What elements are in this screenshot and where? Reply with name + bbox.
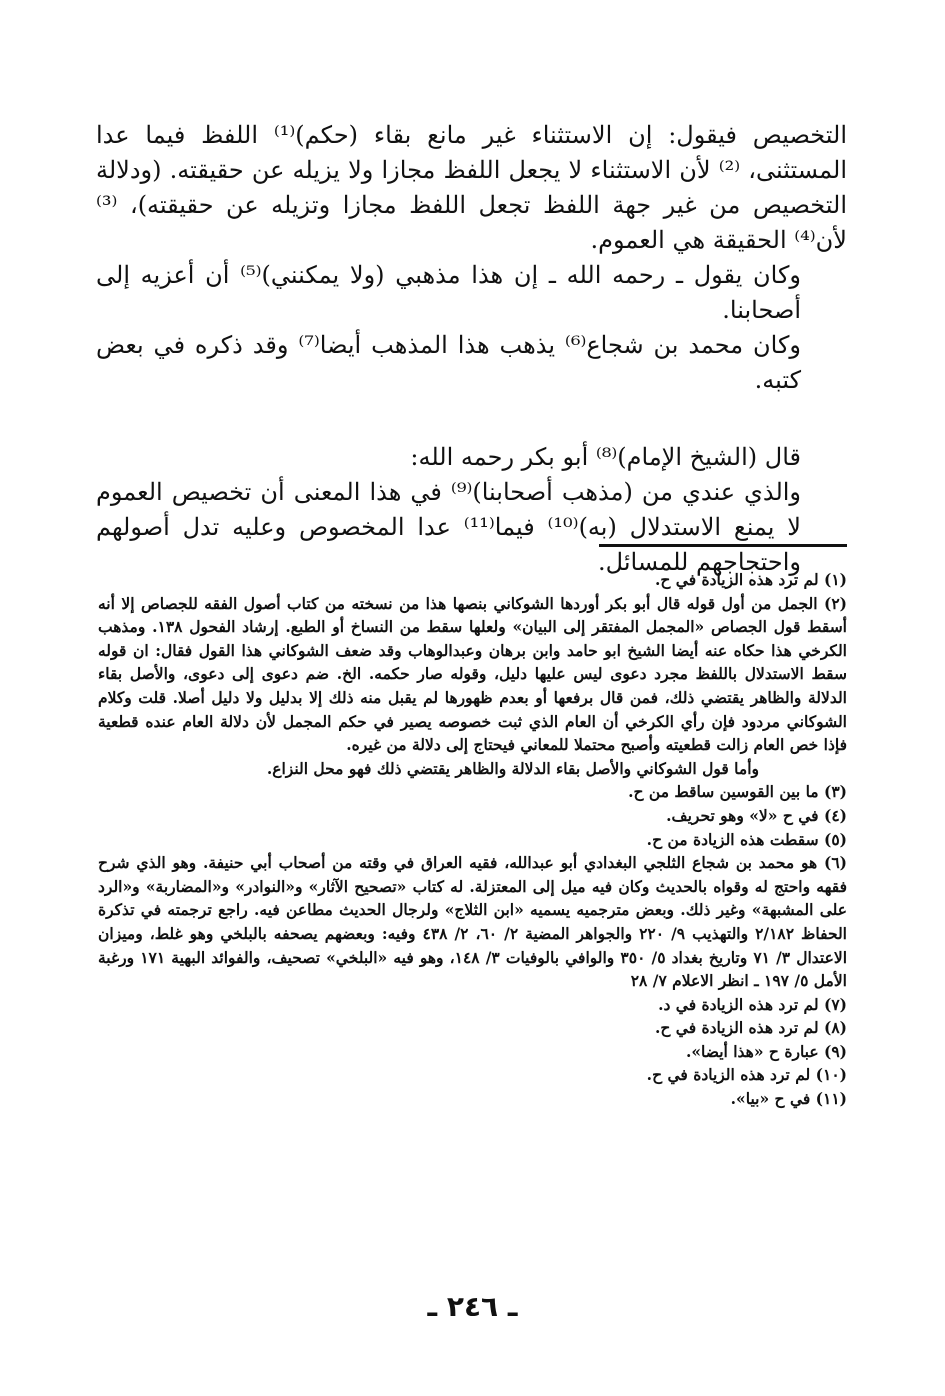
footnote-9: (٩) عبارة ح «هذا أيضا». (685, 1041, 847, 1061)
footnote-separator (599, 544, 847, 547)
footnote-3: (٣) ما بين القوسين ساقط من ح. (628, 782, 847, 802)
paragraph-2: وكان يقول ـ رحمه الله ـ إن هذا مذهبي (ولا يمكنني)⁽⁵⁾ أن أعزيه إلى أصحابنا. (96, 261, 801, 324)
footnote-2: (٢) الجمل من أول قوله قال أبو بكر أوردها الشوكاني بنصها هذا من نسخته من كتاب أصول الفقه للجصاص إلا أنه أسقط قول الجصاص «المجمل المفتقر إلى البيان» ولعلها سقط من النساخ أو الطبع. إرشاد الفحول ١٣٨. ومذهب الكرخي هذا حكاه عنه أيضا الشيخ ابو حامد وابن برهان وعبدالوهاب وقد ضعف الشوكاني هذا القول فقال: ان قوله سقط الاستدلال باللفظ مجرد دعوى ليس عليها دليل، وقوله صار حكمه. الخ. ضم دعوى إلى دعوى، والأصل بقاء الدلالة والظاهر يقتضي ذلك، فمن قال برفعها أو بعدم ظهورها لم يقبل منه ذلك إلا بدليل ولا دليل أصلا. قلت وكلام الشوكاني مردود فإن رأي الكرخي أن العام الذي ثبت خصوصه يصير في حكم المجمل لأن دلالة العام عنده قطعية فإذا خص العام زالت قطعيته وأصبح محتملا للمعاني فيحتاج إلى دلالة من غيره. (98, 593, 847, 755)
paragraph-3: وكان محمد بن شجاع⁽⁶⁾ يذهب هذا المذهب أيضا⁽⁷⁾ وقد ذكره في بعض كتبه. (96, 331, 802, 394)
footnote-1: (١) لم ترد هذه الزيادة في ح. (655, 570, 847, 589)
section-opening: قال (الشيخ الإمام)⁽⁸⁾ أبو بكر رحمه الله: (410, 443, 801, 471)
page-number-text: ـ ٢٤٦ ـ (427, 1290, 518, 1323)
footnote-2-continuation: وأما قول الشوكاني والأصل بقاء الدلالة والظاهر يقتضي ذلك فهو محل النزاع. (266, 758, 759, 778)
footnote-8: (٨) لم ترد هذه الزيادة في ح. (655, 1018, 847, 1038)
footnote-7: (٧) لم ترد هذه الزيادة في د. (658, 994, 847, 1014)
footnotes (98, 568, 847, 1111)
paragraph-4: والذي عندي من (مذهب أصحابنا)⁽⁹⁾ في هذا المعنى أن تخصيص العموم لا يمنع الاستدلال (به)⁽¹⁰⁾ فيما⁽¹¹⁾ عدا المخصوص وعليه تدل أصولهم واحتجاجهم للمسائل. (96, 478, 802, 576)
footnote-5: (٥) سقطت هذه الزيادة من ح. (646, 829, 847, 849)
footnote-4: (٤) في ح «لا» وهو تحريف. (666, 805, 847, 825)
paragraph-1: التخصيص فيقول: إن الاستثناء غير مانع بقاء (حكم)⁽¹⁾ اللفظ فيما عدا المستثنى، ⁽²⁾ لأن الاستثناء لا يجعل اللفظ مجازا ولا يزيله عن حقيقته. (ودلالة التخصيص من غير جهة اللفظ تجعل اللفظ مجازا وتزيله عن حقيقته)، ⁽³⁾ لأن⁽⁴⁾ الحقيقة هي العموم. (96, 121, 847, 254)
footnote-10: (١٠) لم ترد هذه الزيادة في ح. (646, 1065, 847, 1085)
main-text (96, 118, 847, 580)
footnote-11: (١١) في ح «بيا». (730, 1089, 847, 1109)
paragraph-gap (96, 398, 847, 440)
page-number (0, 1290, 945, 1323)
footnote-6: (٦) هو محمد بن شجاع الثلجي البغدادي أبو عبدالله، فقيه العراق في وقته من أصحاب أبي حنيفة. وهو الذي شرح فقهه واحتج له وقواه بالحديث وكان فيه ميل إلى المعتزلة. له كتاب «تصحيح الآثار» و«النوادر» و«المضاربة» و«الرد على المشبهة» وغير ذلك. وبعض مترجميه يسميه «ابن الثلاج» ولرجال الحديث مطاعن فيه. راجع ترجمته في تذكرة الحفاظ ٢/١٨٢ والتهذيب ٩/ ٢٢٠ والجواهر المضية ٢/ ٦٠، ٢/ ٤٣٨ وفيه: وبعضهم يصحفه بالبلخي وهو غلط، وميزان الاعتدال ٣/ ٧١ وتاريخ بغداد ٥/ ٣٥٠ والوافي بالوفيات ٣/ ١٤٨، وهو فيه «البلخي» تصحيف، والفوائد البهية ١٧١ ورغبة الأمل ٥/ ١٩٧ ـ انظر الاعلام ٧/ ٢٨ (98, 853, 848, 991)
